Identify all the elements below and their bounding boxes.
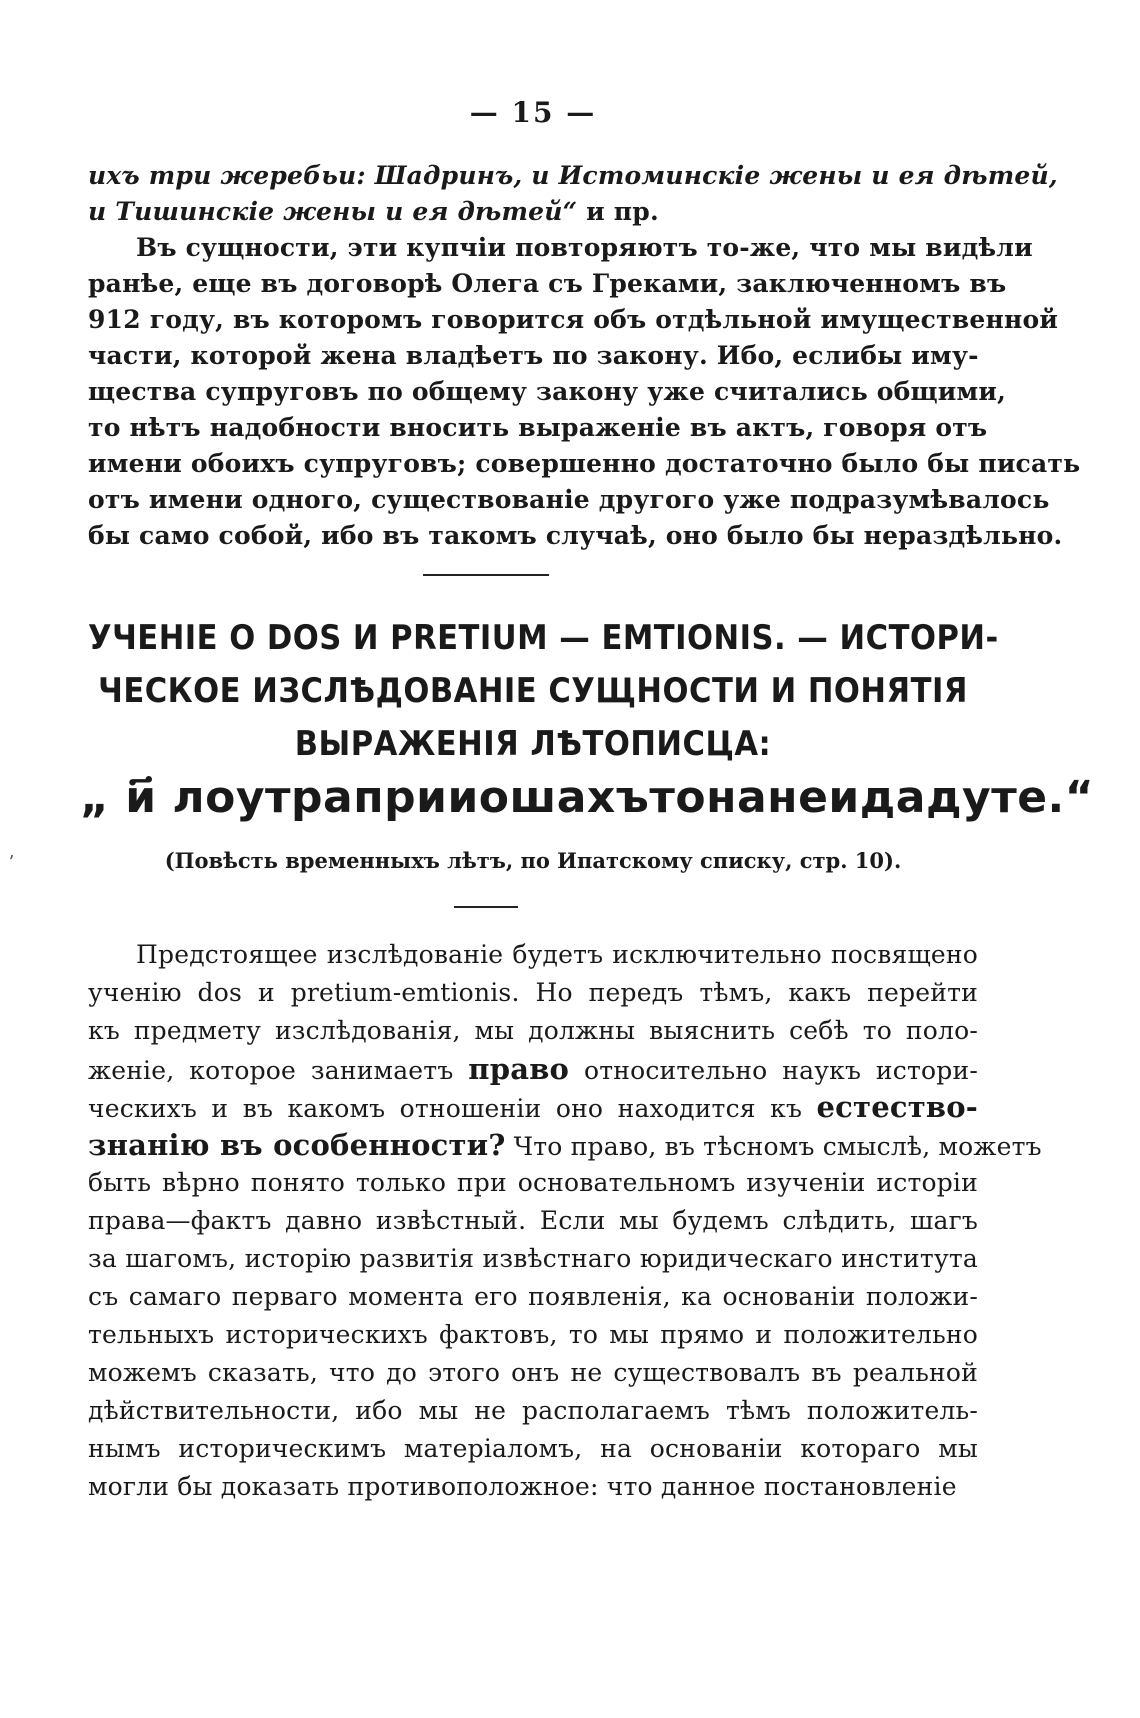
paragraph-continued: [88, 158, 1058, 230]
text-line: за шагомъ, исторію развитія извѣстнаго юридическаго института: [88, 1244, 978, 1273]
heading-line: ЧЕСКОЕ ИЗСЛѢДОВАНІЕ СУЩНОСТИ И ПОНЯТІЯ: [98, 671, 968, 711]
text-line: съ самаго перваго момента его появленія, ка основаніи положи-: [88, 1282, 978, 1311]
text-line: ученію dos и pretium-emtionis. Но передъ тѣмъ, какъ перейти: [88, 978, 978, 1007]
text-line: быть вѣрно понято только при основательномъ изученіи исторіи: [88, 1168, 978, 1197]
text-line: то нѣтъ надобности вносить выраженіе въ актъ, говоря отъ: [88, 413, 988, 442]
paragraph-contract: [88, 230, 1081, 554]
text-line: 912 году, въ которомъ говорится объ отдѣльной имущественной: [88, 305, 1059, 334]
citation-divider: [454, 906, 518, 908]
text-line: тельныхъ историческихъ фактовъ, то мы прямо и положительно: [88, 1320, 978, 1349]
text-line: части, которой жена владѣетъ по закону. Ибо, еслибы иму-: [88, 341, 979, 370]
heading-line: УЧЕНІЕ О DOS И PRETIUM — EMTIONIS. — ИСТОРИ-: [88, 618, 999, 658]
text-line: могли бы доказать противоположное: что данное постановленіе: [88, 1472, 957, 1501]
text-line: ранѣе, еще въ договорѣ Олега съ Греками, заключенномъ въ: [88, 269, 1007, 298]
text-line: отъ имени одного, существованіе другого уже подразумѣвалось: [88, 485, 1050, 514]
text-line: ческихъ и въ какомъ отношеніи оно находится къ естество-: [88, 1090, 978, 1124]
text-line: и Тишинскіе жены и ея дѣтей“ и пр.: [88, 197, 659, 226]
text-line: женіе, которое занимаетъ право относительно наукъ истори-: [88, 1052, 978, 1086]
chronicle-quote: „ и҃ лоутраприиошахътонанеидадуте.“: [80, 772, 1095, 823]
text-line: къ предмету изслѣдованія, мы должны выяснить себѣ то поло-: [88, 1016, 978, 1045]
section-heading: [88, 612, 999, 771]
heading-line: ВЫРАЖЕНІЯ ЛѢТОПИСЦА:: [294, 724, 772, 764]
section-divider: [423, 574, 549, 576]
chronicle-citation: (Повѣсть временныхъ лѣтъ, по Ипатскому списку, стр. 10).: [164, 848, 902, 873]
text-line: дѣйствительности, ибо мы не располагаемъ тѣмъ положитель-: [88, 1396, 978, 1425]
text-line: Въ сущности, эти купчіи повторяютъ то-же, что мы видѣли: [136, 233, 1033, 262]
text-line: ихъ три жеребьи: Шадринъ, и Истоминскіе жены и ея дѣтей,: [88, 161, 1058, 190]
text-line: бы само собой, ибо въ такомъ случаѣ, оно было бы нераздѣльно.: [88, 521, 1063, 550]
text-line: можемъ сказать, что до этого онъ не существовалъ въ реальной: [88, 1358, 978, 1387]
text-line: знанію въ особенности? Что право, въ тѣсномъ смыслѣ, можетъ: [88, 1128, 1042, 1162]
text-line: имени обоихъ супруговъ; совершенно достаточно было бы писать: [88, 449, 1081, 478]
page-number: — 15 —: [469, 96, 597, 129]
text-line: щества супруговъ по общему закону уже считались общими,: [88, 377, 1007, 406]
text-line: нымъ историческимъ матеріаломъ, на основаніи котораго мы: [88, 1434, 978, 1463]
text-line: права—фактъ давно извѣстный. Если мы будемъ слѣдить, шагъ: [88, 1206, 978, 1235]
scan-mark: ʼ: [8, 852, 14, 873]
paragraph-introduction: [88, 936, 1042, 1506]
text-line: Предстоящее изслѣдованіе будетъ исключительно посвящено: [136, 940, 978, 969]
